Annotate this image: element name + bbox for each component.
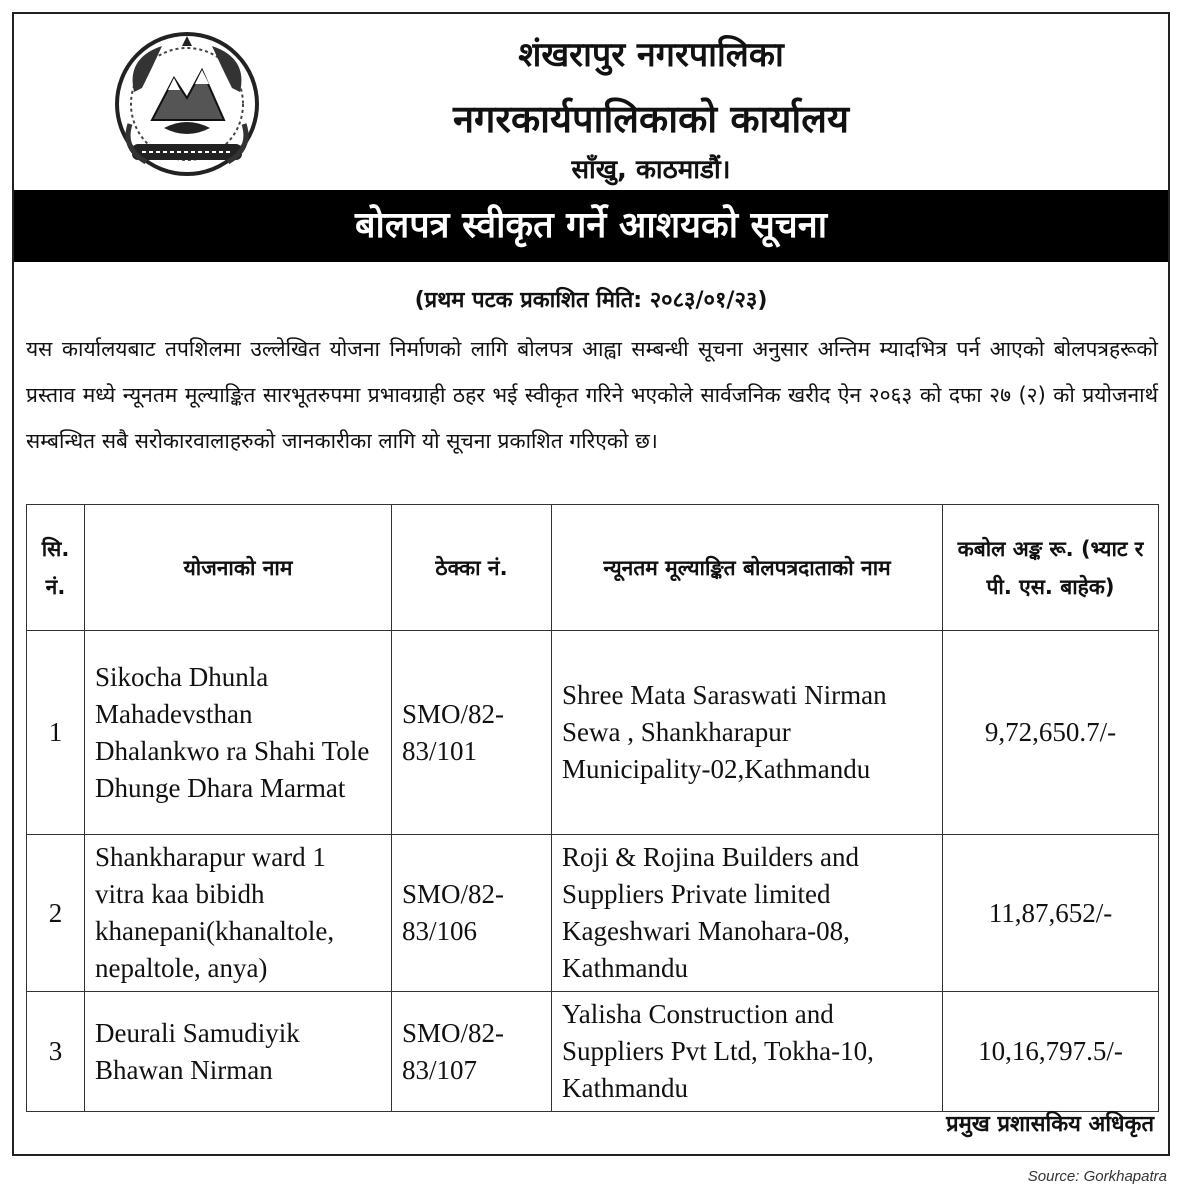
notice-title-banner: बोलपत्र स्वीकृत गर्ने आशयको सूचना: [14, 190, 1168, 262]
notice-header: [14, 14, 1168, 190]
header-serial-number: सि. नं.: [27, 505, 85, 631]
bidder-name: Shree Mata Saraswati Nirman Sewa , Shankharapur Municipality-02,Kathmandu: [552, 631, 943, 835]
serial-number: 3: [27, 992, 85, 1112]
project-name: Shankharapur ward 1 vitra kaa bibidh khanepani(khanaltole, nepaltole, anya): [85, 835, 392, 992]
table-row: [27, 992, 1159, 1112]
signatory-title: प्रमुख प्रशासकिय अधिकृत: [946, 1112, 1154, 1137]
municipality-name: शंखरापुर नगरपालिका: [518, 35, 784, 75]
source-credit: Source: Gorkhapatra: [1027, 1168, 1167, 1185]
serial-number: 2: [27, 835, 85, 992]
table-header-row: [27, 505, 1159, 631]
contract-number: SMO/82-83/107: [392, 992, 552, 1112]
contract-number: SMO/82-83/101: [392, 631, 552, 835]
bid-amount: 10,16,797.5/-: [943, 992, 1159, 1112]
office-address: साँखु, काठमाडौं।: [571, 155, 731, 185]
bidder-name: Roji & Rojina Builders and Suppliers Private limited Kageshwari Manohara-08, Kathmandu: [552, 835, 943, 992]
bidder-name: Yalisha Construction and Suppliers Pvt Ltd, Tokha-10, Kathmandu: [552, 992, 943, 1112]
header-bidder-name: न्यूनतम मूल्याङ्कित बोलपत्रदाताको नाम: [552, 505, 943, 631]
table-row: [27, 631, 1159, 835]
approved-bids-table: [26, 504, 1159, 1112]
table-row: [27, 835, 1159, 992]
public-notice: [12, 12, 1170, 1156]
office-name: नगरकार्यपालिकाको कार्यालय: [452, 97, 850, 141]
project-name: Deurali Samudiyik Bhawan Nirman: [85, 992, 392, 1112]
header-bid-amount: कबोल अङ्क रू. (भ्याट र पी. एस. बाहेक): [943, 505, 1159, 631]
contract-number: SMO/82-83/106: [392, 835, 552, 992]
publication-date: (प्रथम पटक प्रकाशित मिति: २०८३/०१/२३): [414, 288, 768, 313]
header-project-name: योजनाको नाम: [85, 505, 392, 631]
header-contract-number: ठेक्का नं.: [392, 505, 552, 631]
notice-paragraph: यस कार्यालयबाट तपशिलमा उल्लेखित योजना निर्माणको लागि बोलपत्र आह्वा सम्बन्धी सूचना अनुसार अन्तिम म्यादभित्र पर्न आएको बोलपत्रहरूको प्रस्ताव मध्ये न्यूनतम मूल्याङ्कित सारभूतरुपमा प्रभावग्राही ठहर भई स्वीकृत गरिने भएकोले सार्वजनिक खरीद ऐन २०६३ को दफा २७ (२) को प्रयोजनार्थ सम्बन्धित सबै सरोकारवालाहरुको जानकारीका लागि यो सूचना प्रकाशित गरिएको छ।: [26, 337, 1158, 453]
serial-number: 1: [27, 631, 85, 835]
bid-amount: 11,87,652/-: [943, 835, 1159, 992]
bid-amount: 9,72,650.7/-: [943, 631, 1159, 835]
project-name: Sikocha Dhunla Mahadevsthan Dhalankwo ra Shahi Tole Dhunge Dhara Marmat: [85, 631, 392, 835]
